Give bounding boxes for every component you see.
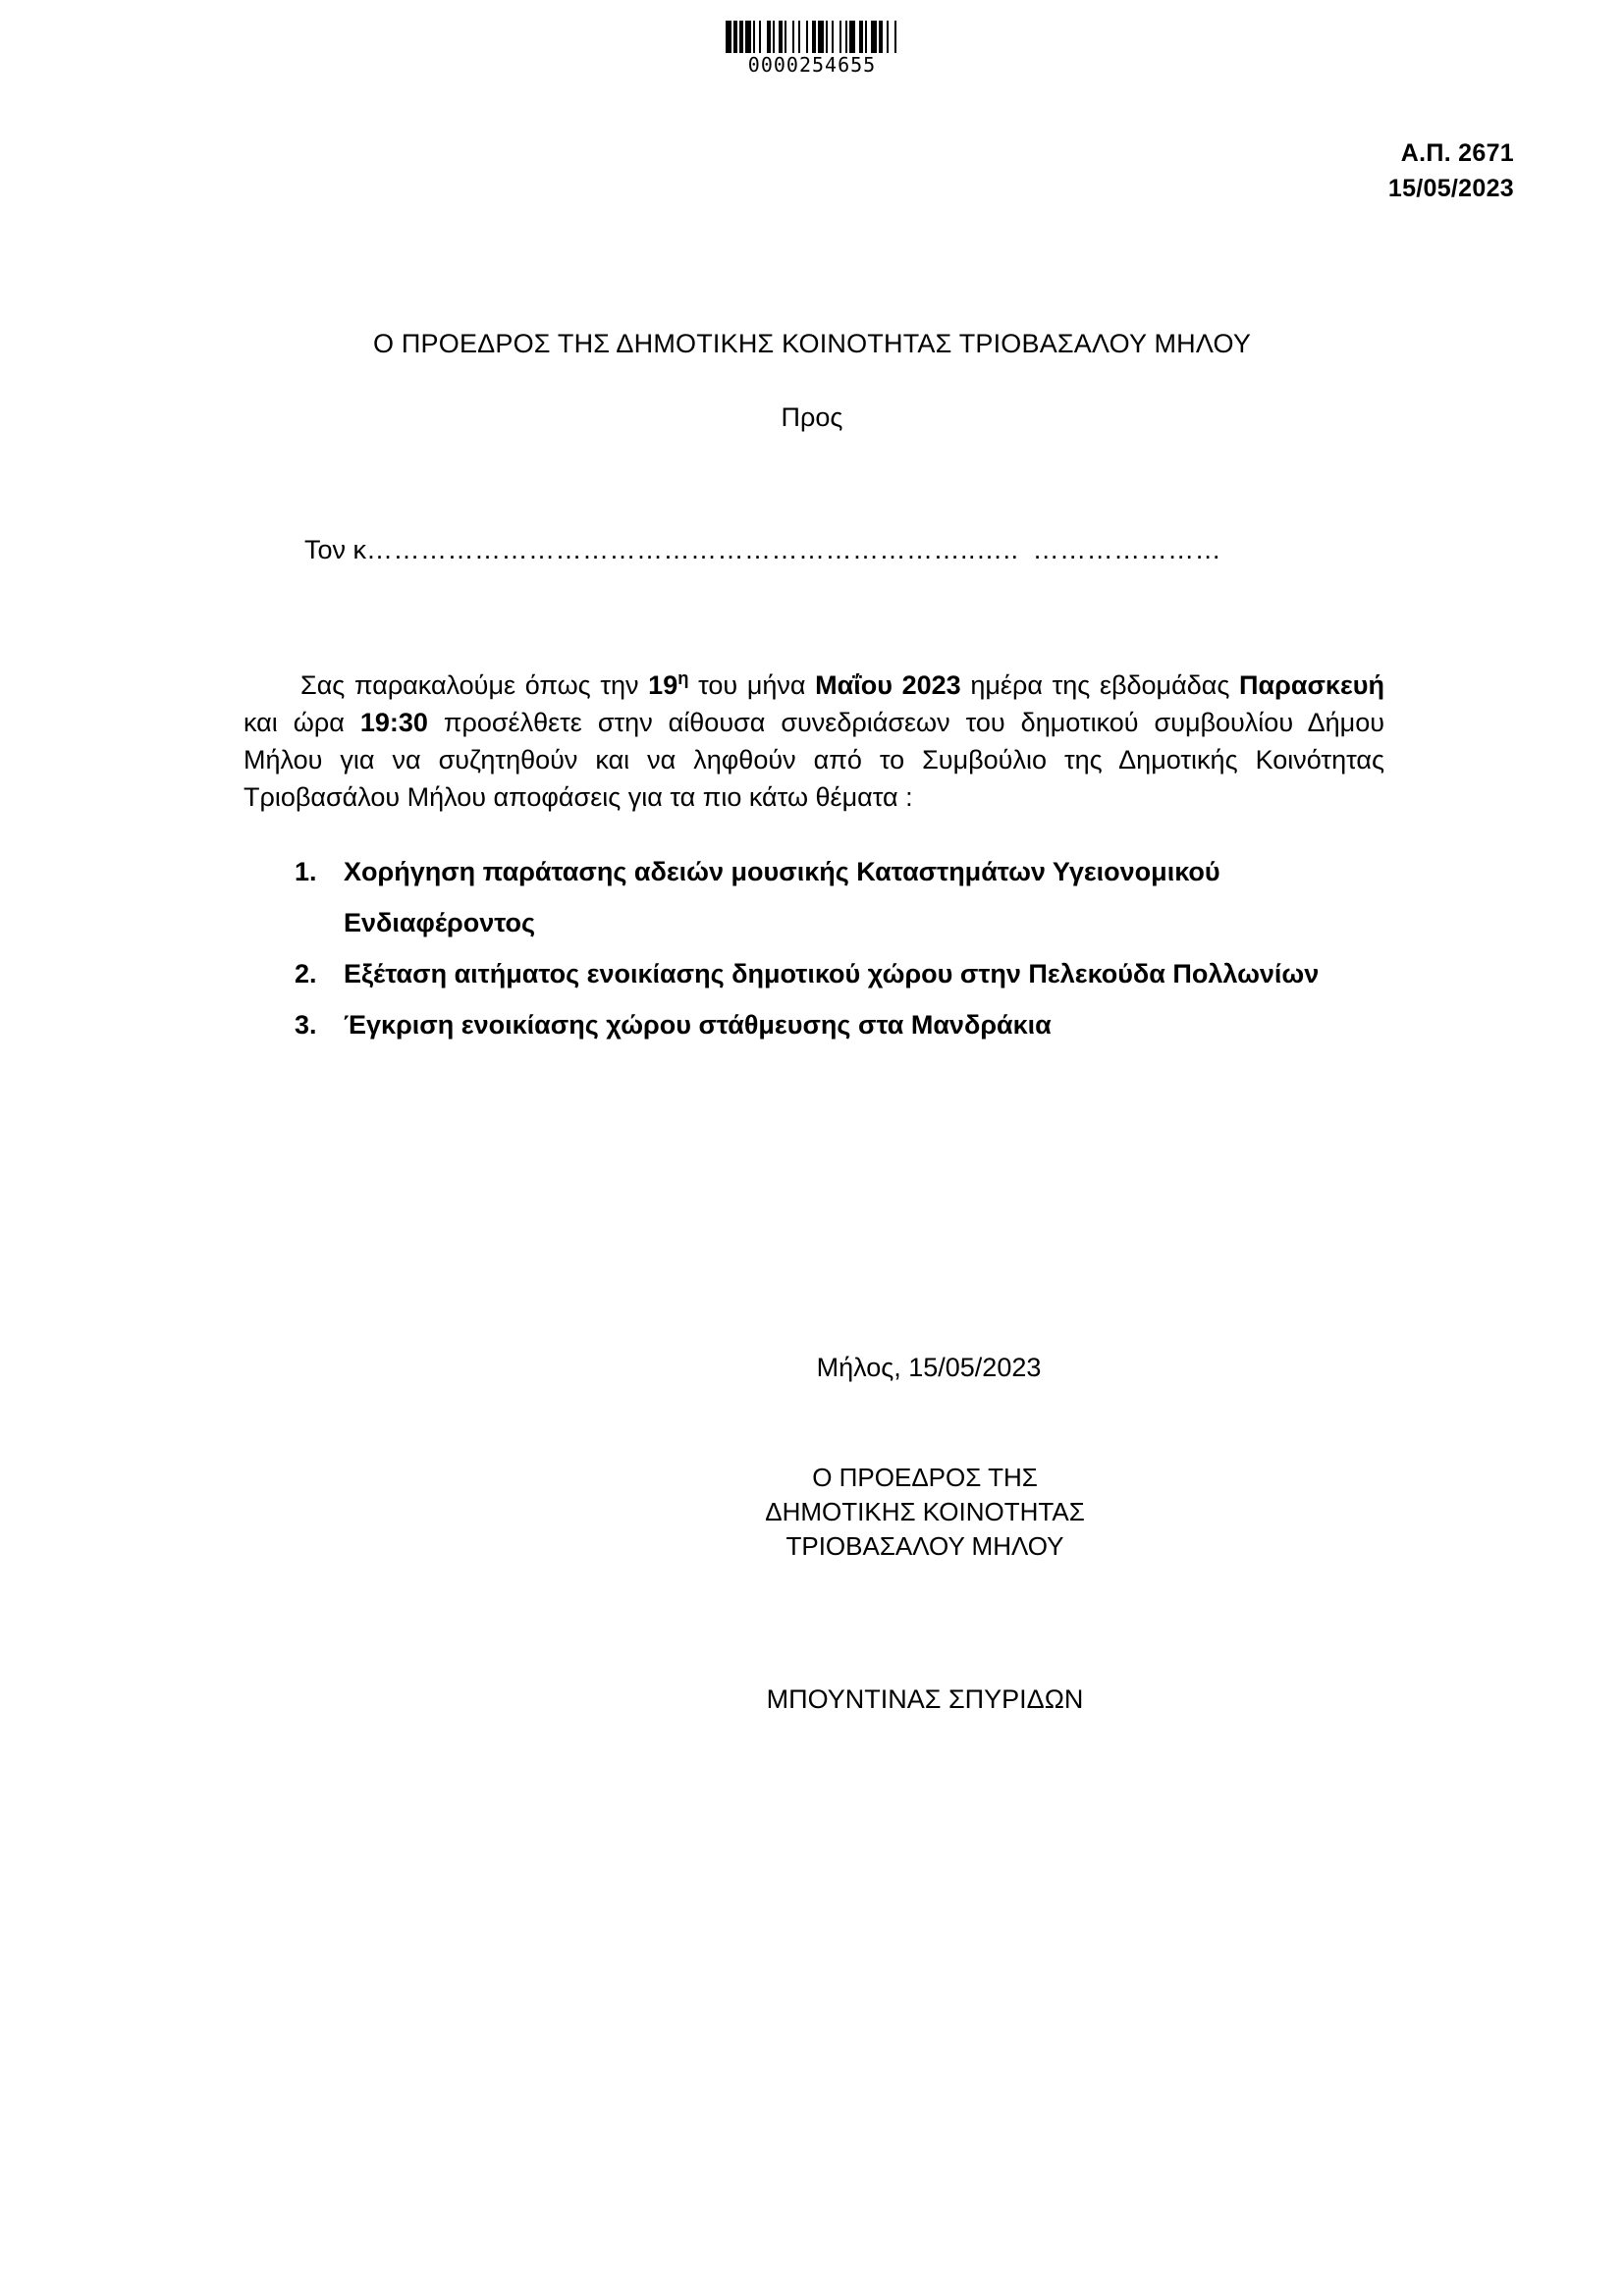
agenda-item bbox=[295, 999, 1384, 1050]
body-month-year: Μαΐου 2023 bbox=[815, 670, 961, 700]
recipient-dots-first: …………………………………………………………..….. bbox=[366, 535, 1019, 564]
agenda-list bbox=[295, 846, 1384, 1050]
barcode-number: 0000254655 bbox=[747, 53, 877, 77]
body-paragraph bbox=[244, 667, 1384, 816]
body-segment-3: ημέρα της εβδομάδας bbox=[960, 670, 1240, 700]
agenda-item-number: 1. bbox=[295, 857, 317, 886]
day-number-value: 19 bbox=[648, 670, 678, 700]
agenda-item-number: 2. bbox=[295, 959, 317, 988]
signature-name: ΜΠΟΥΝΤΙΝΑΣ ΣΠΥΡΙΔΩΝ bbox=[766, 1684, 1084, 1714]
agenda-item bbox=[295, 846, 1384, 948]
agenda-item bbox=[295, 948, 1384, 999]
body-segment-5: προσέλθετε στην αίθουσα συνεδριάσεων του δημοτικού συμβουλίου Δήμου Μήλου για να συζητηθούν και να ληφθούν από το Συμβούλιο της Δημοτικής Κοινότητας Τριοβασάλου Μήλου αποφάσεις για τα πιο κάτω θέματα : bbox=[244, 708, 1384, 812]
protocol-number: Α.Π. 2671 bbox=[1400, 139, 1514, 167]
body-time: 19:30 bbox=[359, 708, 428, 737]
agenda-item-text: Εξέταση αιτήματος ενοικίασης δημοτικού χώρου στην Πελεκούδα Πολλωνίων bbox=[344, 959, 1320, 988]
body-segment-4: και ώρα bbox=[244, 708, 360, 737]
barcode-block bbox=[0, 8, 1624, 76]
barcode-icon bbox=[726, 21, 898, 53]
body-segment-1: Σας παρακαλούμε όπως την bbox=[300, 670, 649, 700]
signature-title-line-1: Ο ΠΡΟΕΔΡΟΣ ΤΗΣ bbox=[812, 1463, 1038, 1492]
body-segment-2: του μήνα bbox=[688, 670, 816, 700]
agenda-item-number: 3. bbox=[295, 1010, 317, 1040]
document-date: 15/05/2023 bbox=[1387, 175, 1514, 202]
day-number-suffix: η bbox=[677, 667, 689, 688]
recipient-line bbox=[304, 535, 1384, 565]
to-label: Προς bbox=[781, 402, 843, 432]
signature-title-line-3: ΤΡΙΟΒΑΣΑΛΟΥ ΜΗΛΟΥ bbox=[785, 1531, 1064, 1561]
recipient-dots-second: ………………… bbox=[1032, 535, 1222, 564]
recipient-prefix: Τον κ bbox=[304, 535, 367, 564]
document-reference bbox=[1388, 135, 1514, 206]
signature-title-line-2: ΔΗΜΟΤΙΚΗΣ ΚΟΙΝΟΤΗΤΑΣ bbox=[765, 1497, 1085, 1526]
place-and-date: Μήλος, 15/05/2023 bbox=[816, 1353, 1042, 1382]
agenda-item-text: Χορήγηση παράτασης αδειών μουσικής Καταστημάτων Υγειονομικού Ενδιαφέροντος bbox=[344, 857, 1220, 937]
agenda-item-text: Έγκριση ενοικίασης χώρου στάθμευσης στα Μανδράκια bbox=[344, 1010, 1052, 1040]
page-title: Ο ΠΡΟΕΔΡΟΣ ΤΗΣ ΔΗΜΟΤΙΚΗΣ ΚΟΙΝΟΤΗΤΑΣ ΤΡΙΟΒΑΣΑΛΟΥ ΜΗΛΟΥ bbox=[372, 329, 1252, 358]
body-day-number bbox=[648, 667, 689, 700]
body-weekday: Παρασκευή bbox=[1239, 670, 1384, 700]
signature-title bbox=[0, 1461, 1624, 1564]
